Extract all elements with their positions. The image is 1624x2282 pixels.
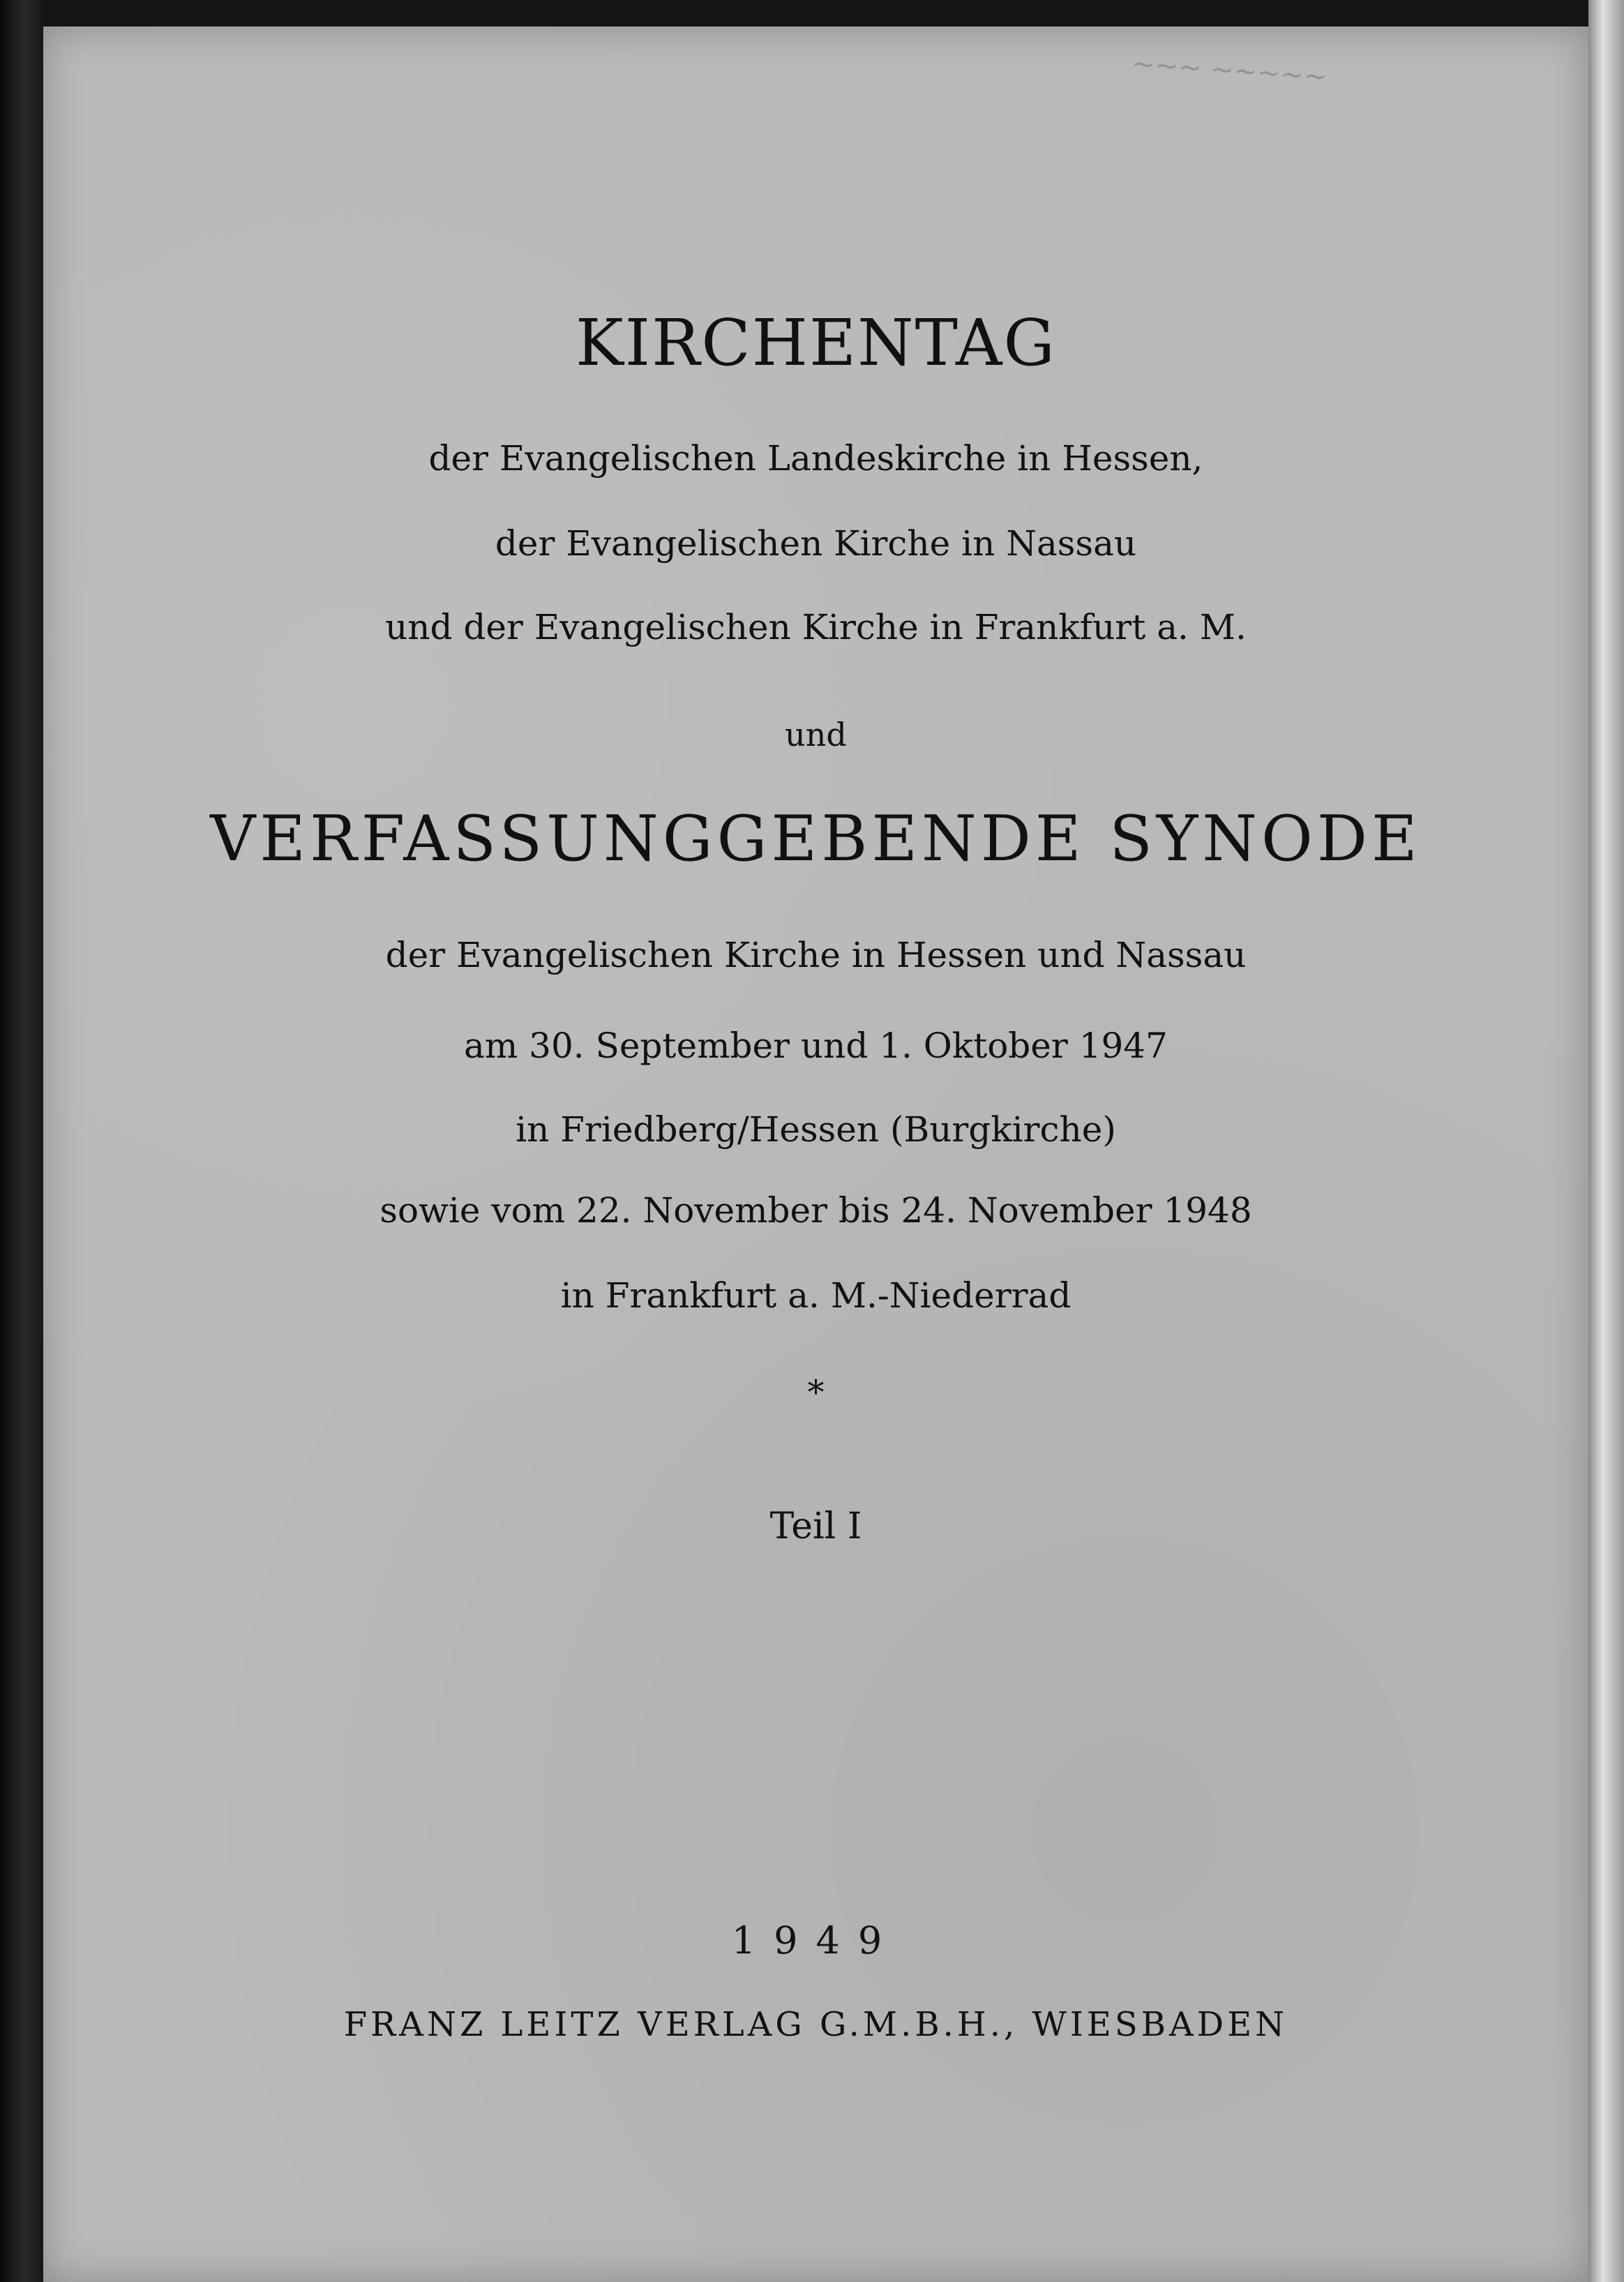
detail-line-1: der Evangelischen Kirche in Hessen und Nassau — [385, 935, 1247, 975]
detail-line-5: in Frankfurt a. M.-Niederrad — [560, 1275, 1072, 1316]
book-spine — [0, 0, 49, 2282]
title-page-content — [43, 27, 1588, 2282]
publication-year: 1949 — [731, 1919, 901, 1962]
subtitle-line-1: der Evangelischen Landeskirche in Hessen, — [428, 438, 1203, 479]
detail-line-2: am 30. September und 1. Oktober 1947 — [464, 1026, 1168, 1066]
subtitle-line-3: und der Evangelischen Kirche in Frankfurt a. M. — [385, 607, 1247, 647]
separator-asterisk: * — [807, 1373, 825, 1412]
second-title: VERFASSUNGGEBENDE SYNODE — [210, 802, 1422, 876]
connector-und: und — [785, 716, 847, 753]
detail-line-4: sowie vom 22. November bis 24. November 1948 — [379, 1190, 1252, 1231]
publisher-line: FRANZ LEITZ VERLAG G.M.B.H., WIESBADEN — [343, 2005, 1288, 2044]
main-title: KIRCHENTAG — [576, 306, 1056, 380]
pencil-marking: ~~~ ~~~~~ — [1130, 47, 1329, 93]
part-label: Teil I — [769, 1506, 862, 1547]
title-page — [43, 27, 1588, 2282]
subtitle-line-2: der Evangelischen Kirche in Nassau — [495, 523, 1137, 564]
page-stack-edge — [1588, 0, 1624, 2282]
detail-line-3: in Friedberg/Hessen (Burgkirche) — [516, 1109, 1116, 1150]
